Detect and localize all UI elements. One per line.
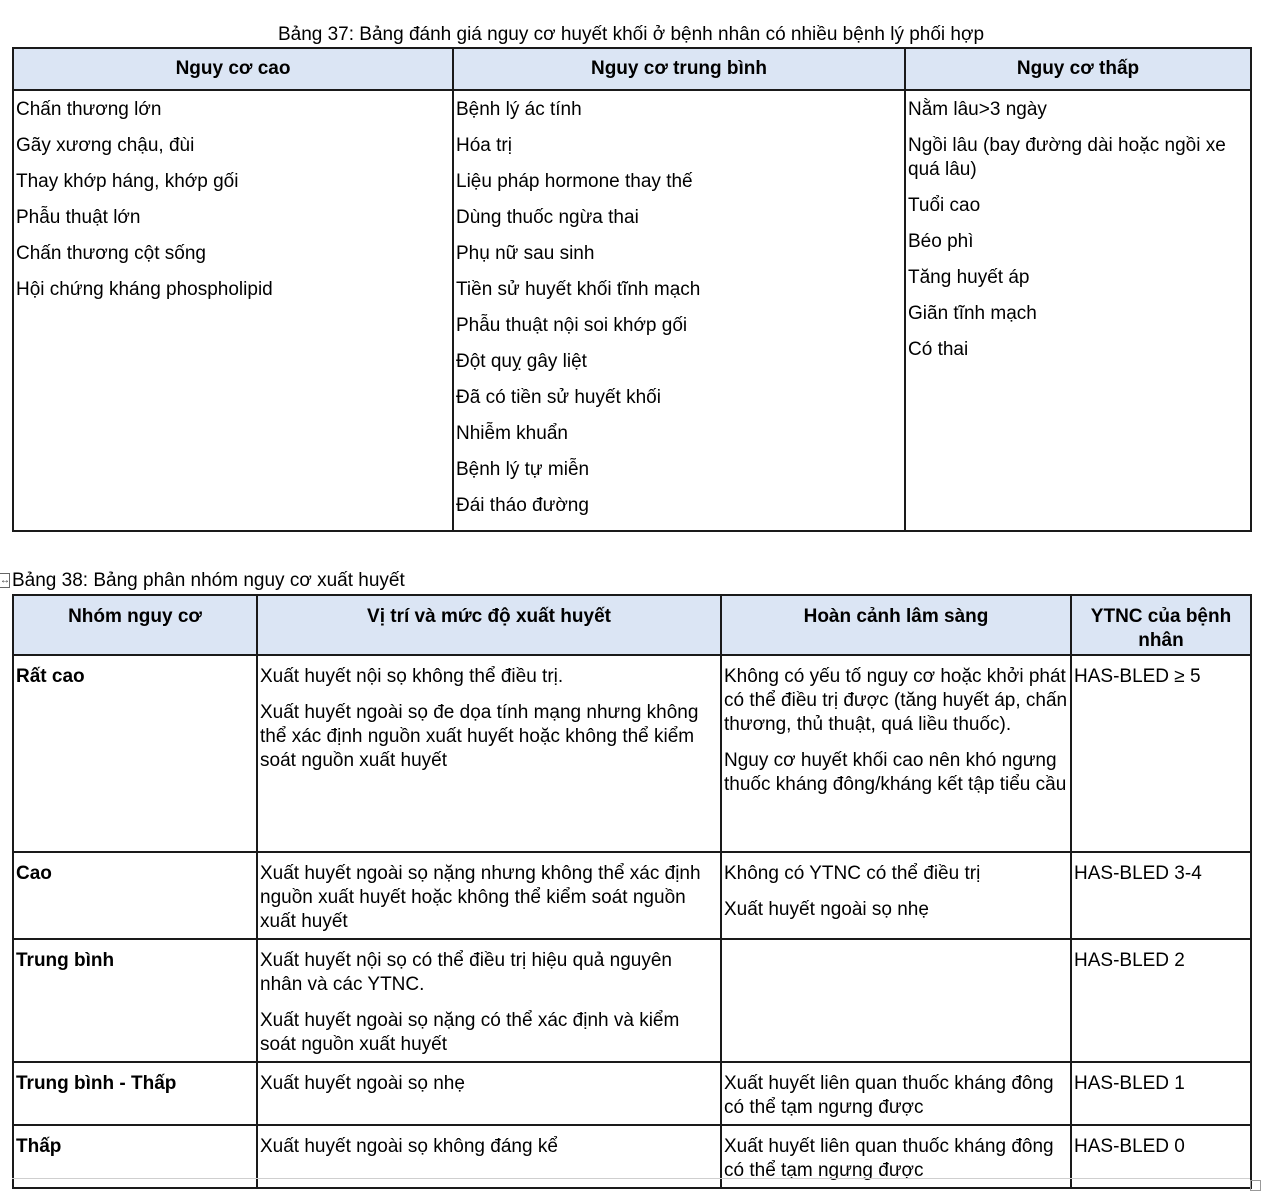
list-item: Đã có tiền sử huyết khối	[456, 387, 661, 408]
bleeding-site-cell	[257, 1062, 721, 1125]
list-item: Tuổi cao	[908, 195, 981, 216]
paragraph: Nguy cơ huyết khối cao nên khó ngưng thuốc kháng đông/kháng kết tập tiểu cầu	[724, 750, 1067, 795]
header-high-risk: Nguy cơ cao	[13, 48, 453, 90]
bleeding-risk-table	[12, 594, 1252, 1189]
page-divider	[12, 1178, 1250, 1179]
list-item: Chấn thương lớn	[16, 99, 162, 120]
score-cell: HAS-BLED ≥ 5	[1071, 655, 1251, 852]
header-low-risk: Nguy cơ thấp	[905, 48, 1251, 90]
list-item: Phẫu thuật lớn	[16, 207, 141, 228]
risk-group-cell: Cao	[13, 852, 257, 939]
header-patient-risk-factors: YTNC của bệnh nhân	[1071, 595, 1251, 655]
bleeding-site-cell	[257, 852, 721, 939]
list-item: Ngồi lâu (bay đường dài hoặc ngồi xe quá lâu)	[908, 135, 1226, 180]
medium-risk-list	[453, 90, 905, 531]
low-risk-list	[905, 90, 1251, 531]
list-item: Nhiễm khuẩn	[456, 423, 568, 444]
header-bleeding-site: Vị trí và mức độ xuất huyết	[257, 595, 721, 655]
list-item: Phẫu thuật nội soi khớp gối	[456, 315, 688, 336]
bleeding-site-cell	[257, 655, 721, 852]
header-clinical-context: Hoàn cảnh lâm sàng	[721, 595, 1071, 655]
list-item: Hội chứng kháng phospholipid	[16, 279, 273, 300]
header-medium-risk: Nguy cơ trung bình	[453, 48, 905, 90]
table-row	[13, 655, 1251, 852]
list-item: Thay khớp háng, khớp gối	[16, 171, 239, 192]
paragraph: Xuất huyết ngoài sọ nhẹ	[724, 899, 929, 920]
table-37-caption: Bảng 37: Bảng đánh giá nguy cơ huyết khối ở bệnh nhân có nhiều bệnh lý phối hợp	[277, 24, 985, 45]
list-item: Dùng thuốc ngừa thai	[456, 207, 639, 228]
table-row	[13, 939, 1251, 1062]
paragraph: Không có yếu tố nguy cơ hoặc khởi phát có thể điều trị được (tăng huyết áp, chấn thương, thủ thuật, quá liều thuốc).	[724, 666, 1068, 735]
list-item: Tăng huyết áp	[908, 267, 1030, 288]
paragraph: Xuất huyết nội sọ không thể điều trị.	[260, 666, 564, 687]
risk-group-cell: Thấp	[13, 1125, 257, 1188]
risk-group-cell: Rất cao	[13, 655, 257, 852]
paragraph: Xuất huyết ngoài sọ không đáng kể	[260, 1136, 558, 1157]
paragraph: Xuất huyết liên quan thuốc kháng đông có thể tạm ngưng được	[724, 1073, 1054, 1118]
list-item: Béo phì	[908, 231, 974, 252]
score-cell: HAS-BLED 2	[1071, 939, 1251, 1062]
high-risk-list	[13, 90, 453, 531]
paragraph: Không có YTNC có thể điều trị	[724, 863, 981, 884]
score-cell: HAS-BLED 3-4	[1071, 852, 1251, 939]
paragraph: Xuất huyết ngoài sọ đe dọa tính mạng nhưng không thể xác định nguồn xuất huyết hoặc không thể kiểm soát nguồn xuất huyết	[260, 702, 699, 771]
list-item: Giãn tĩnh mạch	[908, 303, 1037, 324]
clinical-context-cell	[721, 655, 1071, 852]
table-row	[13, 1062, 1251, 1125]
bleeding-site-cell	[257, 939, 721, 1062]
score-cell: HAS-BLED 0	[1071, 1125, 1251, 1188]
list-item: Phụ nữ sau sinh	[456, 243, 595, 264]
table-38-caption: Bảng 38: Bảng phân nhóm nguy cơ xuất huyết	[12, 570, 405, 591]
score-cell: HAS-BLED 1	[1071, 1062, 1251, 1125]
table-resize-handle-icon[interactable]	[1250, 1180, 1261, 1191]
clinical-context-cell	[721, 852, 1071, 939]
header-risk-group: Nhóm nguy cơ	[13, 595, 257, 655]
list-item: Hóa trị	[456, 135, 512, 156]
paragraph: Xuất huyết ngoài sọ nặng nhưng không thể xác định nguồn xuất huyết hoặc không thể kiểm soát nguồn xuất huyết	[260, 863, 701, 932]
paragraph: Xuất huyết nội sọ có thể điều trị hiệu quả nguyên nhân và các YTNC.	[260, 950, 672, 995]
list-item: Gãy xương chậu, đùi	[16, 135, 195, 156]
paragraph: Xuất huyết liên quan thuốc kháng đông có thể tạm ngưng được	[724, 1136, 1054, 1181]
risk-group-cell: Trung bình	[13, 939, 257, 1062]
paragraph: Xuất huyết ngoài sọ nhẹ	[260, 1073, 465, 1094]
list-item: Có thai	[908, 339, 969, 360]
clinical-context-cell	[721, 1062, 1071, 1125]
table-move-handle-icon[interactable]: ↔	[0, 575, 10, 586]
clinical-context-cell	[721, 939, 1071, 1062]
list-item: Chấn thương cột sống	[16, 243, 206, 264]
list-item: Bệnh lý tự miễn	[456, 459, 590, 480]
risk-group-cell: Trung bình - Thấp	[13, 1062, 257, 1125]
list-item: Đái tháo đường	[456, 495, 589, 516]
list-item: Đột quỵ gây liệt	[456, 351, 587, 372]
list-item: Nằm lâu>3 ngày	[908, 99, 1047, 120]
table-row	[13, 852, 1251, 939]
list-item: Liệu pháp hormone thay thế	[456, 171, 693, 192]
paragraph: Xuất huyết ngoài sọ nặng có thể xác định và kiểm soát nguồn xuất huyết	[260, 1010, 680, 1055]
list-item: Bệnh lý ác tính	[456, 99, 582, 120]
thrombosis-risk-table	[12, 47, 1252, 532]
list-item: Tiền sử huyết khối tĩnh mạch	[456, 279, 701, 300]
